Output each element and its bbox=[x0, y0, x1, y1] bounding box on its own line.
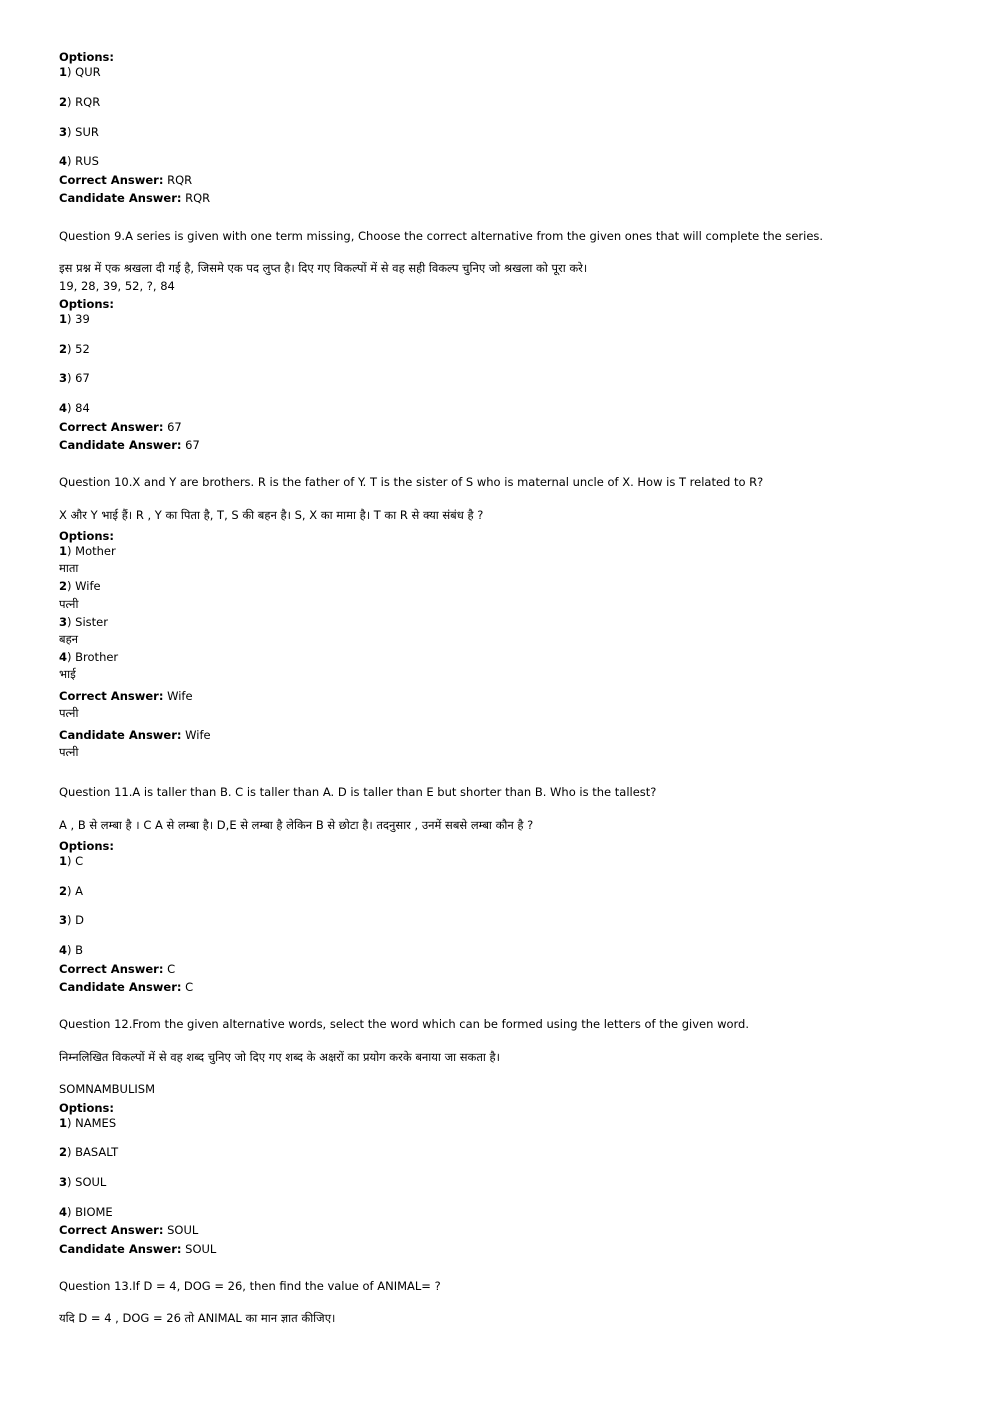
option-number: 3 bbox=[59, 615, 68, 629]
option-number: 1 bbox=[59, 854, 68, 868]
option-number: 1 bbox=[59, 544, 68, 558]
option-3 bbox=[59, 125, 99, 139]
options-heading: Options: bbox=[59, 297, 114, 311]
options-heading: Options: bbox=[59, 529, 114, 543]
candidate-answer-value: Wife bbox=[181, 728, 211, 742]
correct-answer-label: Correct Answer: bbox=[59, 420, 164, 434]
option-number: 4 bbox=[59, 154, 68, 168]
option-1-hindi: माता bbox=[59, 561, 79, 575]
option-text: ) RUS bbox=[67, 154, 99, 168]
option-4 bbox=[59, 401, 90, 415]
question-11-hindi: A , B से लम्बा है । C A से लम्बा है। D,E से लम्बा है लेकिन B से छोटा है। तदनुसार , उनमें सबसे लम्बा कौन है ? bbox=[59, 818, 534, 832]
correct-answer-value: C bbox=[163, 962, 176, 976]
correct-answer bbox=[59, 173, 192, 187]
option-2 bbox=[59, 1145, 118, 1159]
question-9-hindi: इस प्रश्न में एक श्रखला दी गई है, जिसमे एक पद लुप्त है। दिए गए विकल्पों में से वह सही विकल्प चुनिए जो श्रखला को पूरा करे। bbox=[59, 261, 588, 275]
correct-answer-hindi: पत्नी bbox=[59, 706, 79, 720]
option-number: 4 bbox=[59, 943, 68, 957]
option-text: ) 52 bbox=[67, 342, 90, 356]
option-text: ) SUR bbox=[67, 125, 99, 139]
option-text: ) BIOME bbox=[67, 1205, 113, 1219]
question-13-text: Question 13.If D = 4, DOG = 26, then find the value of ANIMAL= ? bbox=[59, 1279, 441, 1293]
option-4 bbox=[59, 943, 83, 957]
candidate-answer-label: Candidate Answer: bbox=[59, 1242, 182, 1256]
option-text: ) D bbox=[67, 913, 85, 927]
candidate-answer bbox=[59, 728, 211, 742]
option-3 bbox=[59, 1175, 106, 1189]
correct-answer bbox=[59, 689, 193, 703]
candidate-answer bbox=[59, 438, 200, 452]
option-text: ) C bbox=[67, 854, 84, 868]
question-13-hindi: यदि D = 4 , DOG = 26 तो ANIMAL का मान ज्ञात कीजिए। bbox=[59, 1311, 336, 1325]
candidate-answer-value: RQR bbox=[181, 191, 211, 205]
option-text: ) BASALT bbox=[67, 1145, 119, 1159]
question-12-text: Question 12.From the given alternative words, select the word which can be formed using the letters of the given word. bbox=[59, 1017, 749, 1031]
correct-answer-value: 67 bbox=[163, 420, 182, 434]
question-10-text: Question 10.X and Y are brothers. R is the father of Y. T is the sister of S who is maternal uncle of X. How is T related to R? bbox=[59, 475, 764, 489]
option-number: 1 bbox=[59, 312, 68, 326]
options-heading: Options: bbox=[59, 50, 114, 64]
option-text: ) Brother bbox=[67, 650, 119, 664]
option-number: 3 bbox=[59, 125, 68, 139]
correct-answer-label: Correct Answer: bbox=[59, 689, 164, 703]
correct-answer bbox=[59, 1223, 198, 1237]
option-1 bbox=[59, 854, 83, 868]
candidate-answer bbox=[59, 191, 210, 205]
candidate-answer-value: SOUL bbox=[181, 1242, 217, 1256]
option-2 bbox=[59, 884, 83, 898]
options-heading: Options: bbox=[59, 1101, 114, 1115]
option-number: 2 bbox=[59, 95, 68, 109]
option-4 bbox=[59, 650, 118, 664]
option-number: 2 bbox=[59, 579, 68, 593]
option-text: ) 39 bbox=[67, 312, 90, 326]
question-9-text: Question 9.A series is given with one term missing, Choose the correct alternative from the given ones that will complete the series. bbox=[59, 229, 824, 243]
option-text: ) NAMES bbox=[67, 1116, 117, 1130]
option-number: 2 bbox=[59, 884, 68, 898]
option-text: ) RQR bbox=[67, 95, 101, 109]
option-text: ) Sister bbox=[67, 615, 108, 629]
option-1 bbox=[59, 1116, 116, 1130]
option-text: ) A bbox=[67, 884, 84, 898]
option-1 bbox=[59, 544, 116, 558]
question-9-series: 19, 28, 39, 52, ?, 84 bbox=[59, 279, 175, 293]
candidate-answer-hindi: पत्नी bbox=[59, 745, 79, 759]
question-11-text: Question 11.A is taller than B. C is taller than A. D is taller than E but shorter than B. Who is the tallest? bbox=[59, 785, 657, 799]
question-12-hindi: निम्नलिखित विकल्पों में से वह शब्द चुनिए जो दिए गए शब्द के अक्षरों का प्रयोग करके बनाया जा सकता है। bbox=[59, 1050, 500, 1064]
correct-answer-value: SOUL bbox=[163, 1223, 199, 1237]
correct-answer-label: Correct Answer: bbox=[59, 962, 164, 976]
option-number: 4 bbox=[59, 650, 68, 664]
option-text: ) Mother bbox=[67, 544, 116, 558]
option-number: 2 bbox=[59, 1145, 68, 1159]
option-4 bbox=[59, 1205, 113, 1219]
option-3 bbox=[59, 371, 90, 385]
correct-answer bbox=[59, 420, 182, 434]
option-1 bbox=[59, 312, 90, 326]
option-3-hindi: बहन bbox=[59, 632, 79, 646]
option-2 bbox=[59, 342, 90, 356]
option-text: ) B bbox=[67, 943, 84, 957]
option-number: 1 bbox=[59, 1116, 68, 1130]
option-number: 3 bbox=[59, 1175, 68, 1189]
candidate-answer-label: Candidate Answer: bbox=[59, 191, 182, 205]
question-12-word: SOMNAMBULISM bbox=[59, 1082, 155, 1096]
option-number: 2 bbox=[59, 342, 68, 356]
option-2 bbox=[59, 579, 101, 593]
candidate-answer-value: C bbox=[181, 980, 194, 994]
question-10-hindi: X और Y भाई हैं। R , Y का पिता है, T, S की बहन है। S, X का मामा है। T का R से क्या संबंध है ? bbox=[59, 508, 484, 522]
option-text: ) SOUL bbox=[67, 1175, 107, 1189]
option-number: 1 bbox=[59, 65, 68, 79]
option-4-hindi: भाई bbox=[59, 667, 76, 681]
candidate-answer-label: Candidate Answer: bbox=[59, 438, 182, 452]
option-number: 4 bbox=[59, 1205, 68, 1219]
correct-answer-value: Wife bbox=[163, 689, 193, 703]
candidate-answer-value: 67 bbox=[181, 438, 200, 452]
option-2-hindi: पत्नी bbox=[59, 597, 79, 611]
option-number: 4 bbox=[59, 401, 68, 415]
option-text: ) 84 bbox=[67, 401, 90, 415]
correct-answer-label: Correct Answer: bbox=[59, 173, 164, 187]
option-number: 3 bbox=[59, 913, 68, 927]
option-text: ) 67 bbox=[67, 371, 90, 385]
option-4 bbox=[59, 154, 99, 168]
candidate-answer-label: Candidate Answer: bbox=[59, 980, 182, 994]
option-number: 3 bbox=[59, 371, 68, 385]
option-1 bbox=[59, 65, 101, 79]
candidate-answer bbox=[59, 980, 193, 994]
option-3 bbox=[59, 615, 108, 629]
option-text: ) Wife bbox=[67, 579, 101, 593]
option-text: ) QUR bbox=[67, 65, 101, 79]
options-heading: Options: bbox=[59, 839, 114, 853]
option-3 bbox=[59, 913, 84, 927]
correct-answer bbox=[59, 962, 175, 976]
candidate-answer bbox=[59, 1242, 216, 1256]
candidate-answer-label: Candidate Answer: bbox=[59, 728, 182, 742]
correct-answer-label: Correct Answer: bbox=[59, 1223, 164, 1237]
correct-answer-value: RQR bbox=[163, 173, 193, 187]
option-2 bbox=[59, 95, 100, 109]
